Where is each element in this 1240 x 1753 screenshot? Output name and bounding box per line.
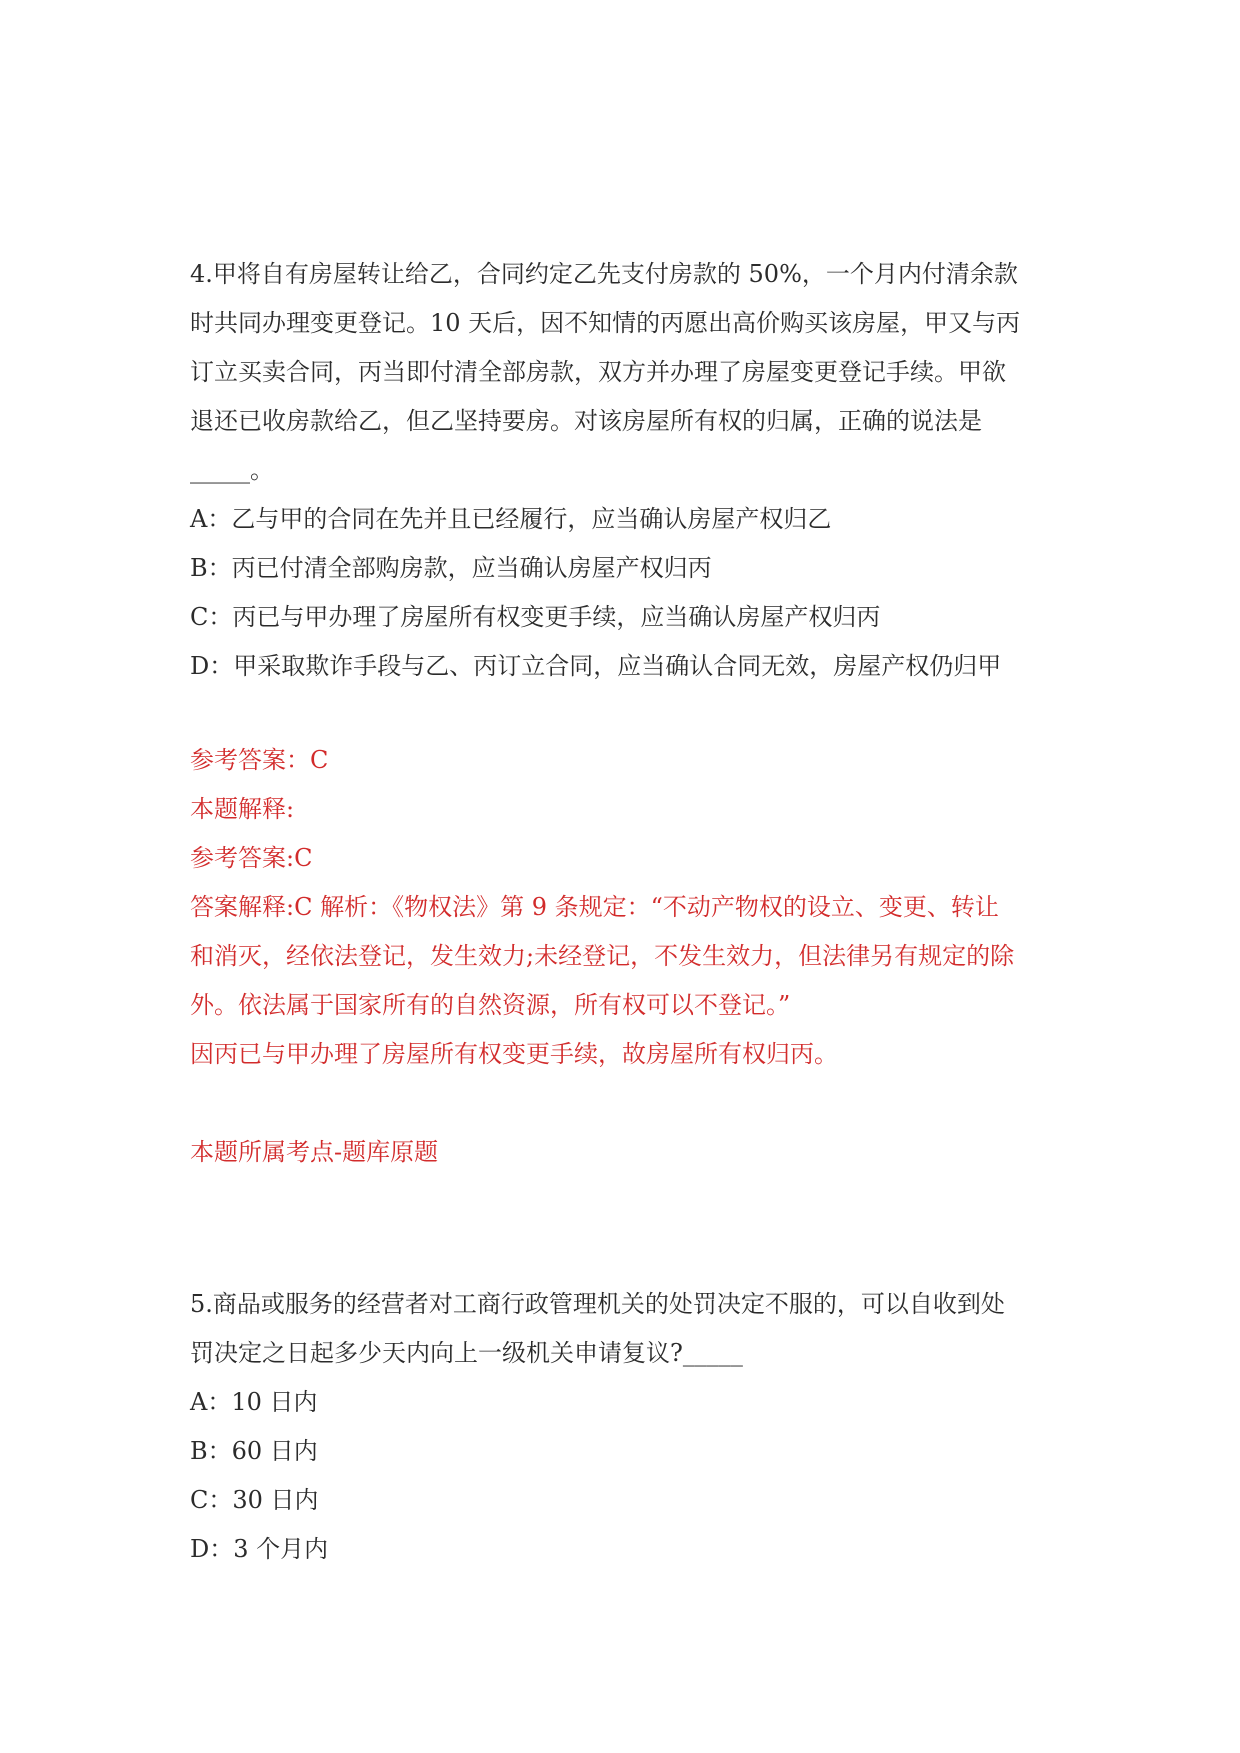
question-4-stem-line: 订立买卖合同，丙当即付清全部房款，双方并办理了房屋变更登记手续。甲欲 xyxy=(190,358,1006,386)
question-5-option-c: C：30 日内 xyxy=(190,1486,319,1514)
answer-line: 参考答案:C xyxy=(190,844,313,872)
explanation-heading: 本题解释: xyxy=(190,795,295,823)
explanation-line: 外。依法属于国家所有的自然资源，所有权可以不登记。” xyxy=(190,991,791,1019)
question-4-option-c: C：丙已与甲办理了房屋所有权变更手续，应当确认房屋产权归丙 xyxy=(190,603,881,631)
question-4 xyxy=(190,250,1060,691)
explanation-line: 因丙已与甲办理了房屋所有权变更手续，故房屋所有权归丙。 xyxy=(190,1040,838,1068)
explanation-line: 和消灭，经依法登记，发生效力;未经登记，不发生效力，但法律另有规定的除 xyxy=(190,942,1015,970)
topic-label: 本题所属考点-题库原题 xyxy=(190,1138,439,1166)
question-5 xyxy=(190,1280,1060,1574)
question-5-stem-line: 5.商品或服务的经营者对工商行政管理机关的处罚决定不服的，可以自收到处 xyxy=(190,1290,1005,1318)
question-4-stem-line: 时共同办理变更登记。10 天后，因不知情的丙愿出高价购买该房屋，甲又与丙 xyxy=(190,309,1021,337)
question-5-option-a: A：10 日内 xyxy=(190,1388,318,1416)
question-5-option-b: B：60 日内 xyxy=(190,1437,318,1465)
question-4-topic xyxy=(190,1128,1060,1177)
question-4-answer-section xyxy=(190,736,1060,1079)
question-4-option-a: A：乙与甲的合同在先并且已经履行，应当确认房屋产权归乙 xyxy=(190,505,832,533)
question-4-stem-line: 4.甲将自有房屋转让给乙，合同约定乙先支付房款的 50%，一个月内付清余款 xyxy=(190,260,1018,288)
answer-label: 参考答案：C xyxy=(190,746,329,774)
question-4-option-d: D：甲采取欺诈手段与乙、丙订立合同，应当确认合同无效，房屋产权仍归甲 xyxy=(190,652,1002,680)
question-4-stem-line: 退还已收房款给乙，但乙坚持要房。对该房屋所有权的归属，正确的说法是 xyxy=(190,407,982,435)
question-4-stem-line: _____。 xyxy=(190,456,274,484)
question-5-option-d: D：3 个月内 xyxy=(190,1535,329,1563)
question-5-stem-line: 罚决定之日起多少天内向上一级机关申请复议?_____ xyxy=(190,1339,743,1367)
question-4-option-b: B：丙已付清全部购房款，应当确认房屋产权归丙 xyxy=(190,554,712,582)
explanation-line: 答案解释:C 解析：《物权法》第 9 条规定：“不动产物权的设立、变更、转让 xyxy=(190,893,999,921)
